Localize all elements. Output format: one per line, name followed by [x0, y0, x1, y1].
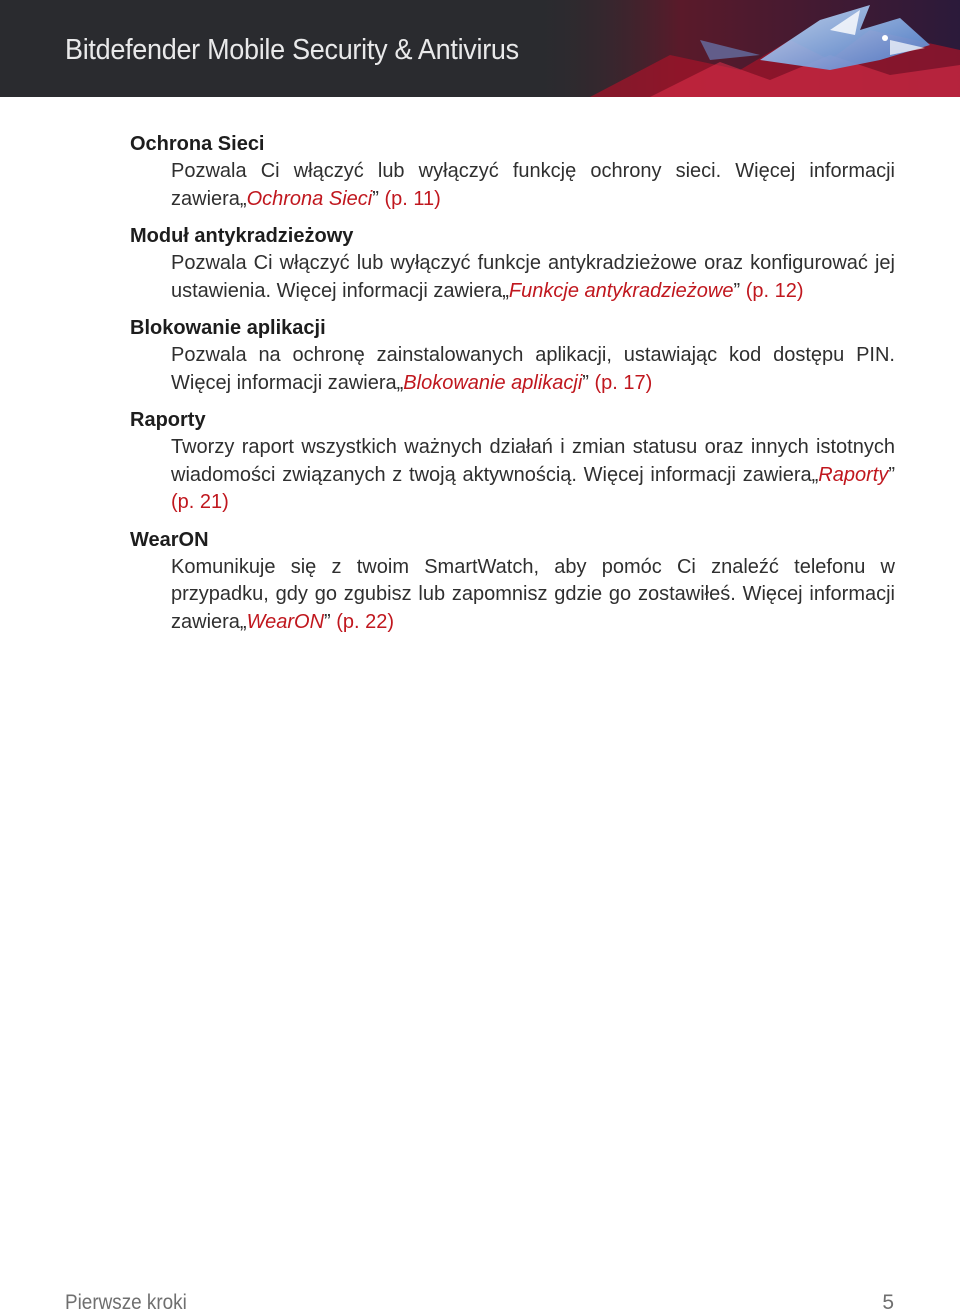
page-reference[interactable]: (p. 17): [594, 371, 653, 394]
feature-title: WearON: [130, 528, 209, 551]
feature-title: Moduł antykradzieżowy: [130, 225, 354, 247]
description-text: Tworzy raport wszystkich ważnych działań i zmian statusu oraz innych istotnych wiadomości związanych z twoją aktywnością. Więcej informacji zawiera: [171, 436, 895, 486]
feature-description: Pozwala na ochronę zainstalowanych aplikacji, ustawiając kod dostępu PIN. Więcej informacji zawiera„Blokowanie aplikacji” (p. 17): [171, 344, 895, 394]
feature-item-modul-antykradziezowy: [130, 222, 900, 305]
footer-section-title: Pierwsze kroki: [65, 1291, 187, 1314]
page-reference[interactable]: (p. 22): [336, 610, 395, 633]
feature-item-raporty: [130, 406, 900, 517]
feature-description: Pozwala Ci włączyć lub wyłączyć funkcję ochrony sieci. Więcej informacji zawiera„Ochrona Sieci” (p. 11): [171, 160, 895, 210]
description-text: Pozwala Ci włączyć lub wyłączyć funkcję ochrony sieci. Więcej informacji zawiera: [171, 160, 895, 210]
description-text: Pozwala Ci włączyć lub wyłączyć funkcje antykradzieżowe oraz konfigurować jej ustawienia. Więcej informacji zawiera: [171, 252, 895, 302]
feature-item-blokowanie-aplikacji: [130, 314, 900, 397]
feature-description: Tworzy raport wszystkich ważnych działań i zmian statusu oraz innych istotnych wiadomości związanych z twoją aktywnością. Więcej informacji zawiera„Raporty” (p. 21): [171, 436, 895, 513]
description-text: Komunikuje się z twoim SmartWatch, aby pomóc Ci znaleźć telefonu w przypadku, gdy go zgubisz lub zapomnisz gdzie go zostawiłeś. Więcej informacji zawiera: [171, 555, 895, 633]
feature-title: Blokowanie aplikacji: [130, 317, 326, 339]
feature-item-ochrona-sieci: [130, 130, 900, 213]
footer-page-number: 5: [882, 1291, 894, 1314]
feature-item-wearon: [130, 526, 900, 637]
bitdefender-wolf-logo-art: [530, 0, 960, 97]
page-header: [0, 0, 960, 97]
page-reference[interactable]: (p. 12): [745, 279, 804, 302]
feature-title: Ochrona Sieci: [130, 133, 265, 155]
header-title: Bitdefender Mobile Security & Antivirus: [65, 34, 519, 66]
feature-description: Komunikuje się z twoim SmartWatch, aby pomóc Ci znaleźć telefonu w przypadku, gdy go zgubisz lub zapomnisz gdzie go zostawiłeś. Więcej informacji zawiera„WearON” (p. 22): [171, 555, 895, 633]
cross-reference-link[interactable]: Funkcje antykradzieżowe: [508, 279, 734, 302]
cross-reference-link[interactable]: Blokowanie aplikacji: [403, 371, 583, 394]
cross-reference-link[interactable]: Ochrona Sieci: [246, 187, 373, 210]
page-reference[interactable]: (p. 21): [171, 491, 229, 513]
cross-reference-link[interactable]: WearON: [246, 610, 325, 633]
feature-description: Pozwala Ci włączyć lub wyłączyć funkcje antykradzieżowe oraz konfigurować jej ustawienia. Więcej informacji zawiera„Funkcje antykradzieżowe” (p. 12): [171, 252, 895, 302]
page-reference[interactable]: (p. 11): [384, 187, 441, 210]
cross-reference-link[interactable]: Raporty: [818, 463, 889, 486]
feature-title: Raporty: [130, 409, 206, 431]
feature-list: [130, 130, 900, 645]
description-text: Pozwala na ochronę zainstalowanych aplikacji, ustawiając kod dostępu PIN. Więcej informacji zawiera: [171, 344, 895, 394]
